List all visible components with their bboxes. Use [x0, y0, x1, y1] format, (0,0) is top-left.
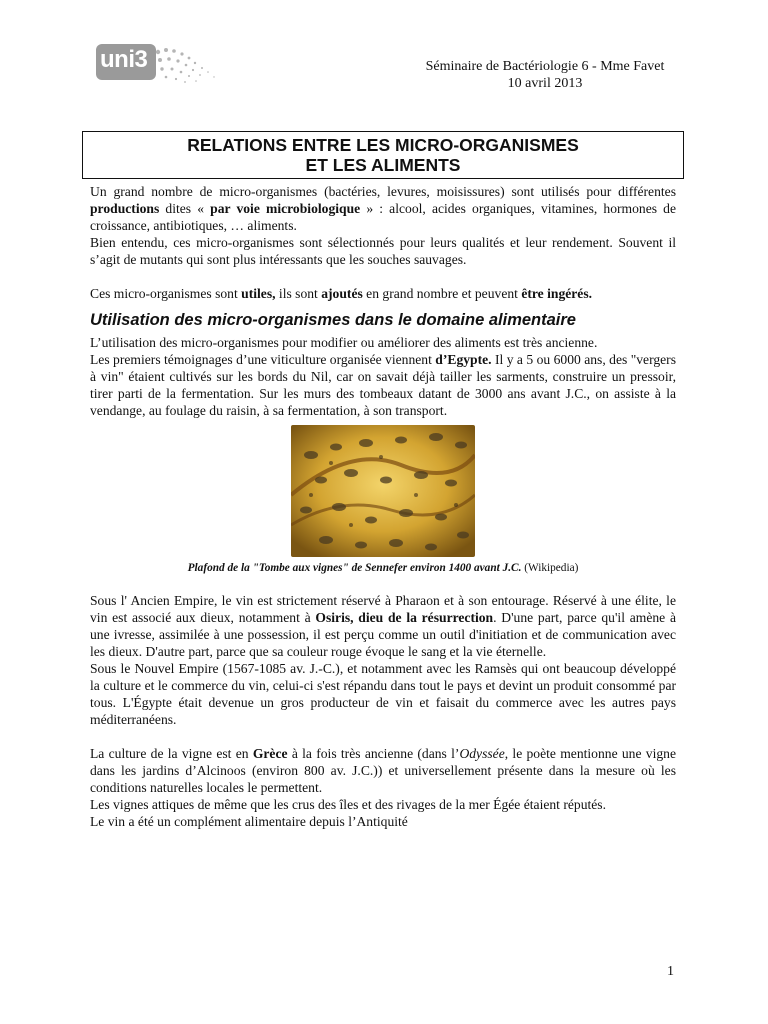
document-body [90, 183, 676, 830]
logo-text: uni3 [96, 44, 156, 80]
document-header [360, 58, 730, 92]
title-line-2: ET LES ALIMENTS [305, 155, 461, 175]
page-number: 1 [667, 964, 674, 979]
section-paragraph-7: Le vin a été un complément alimentaire depuis l’Antiquité [90, 814, 408, 829]
section-paragraph-3: Sous l' Ancien Empire, le vin est strictement réservé à Pharaon et à son entourage. Réservé à une élite, le vin est associé aux dieux, notamment à Osiris, dieu de la résurrection. D'une part, parce qu'il amène à une ivresse, assimilée à une possession, il est perçu comme un outil d'initiation et de communication avec les dieux. D'autre part, parce que sa couleur rouge évoque le sang et la vie éternelle. [90, 593, 676, 659]
logo-dots-icon [152, 44, 228, 88]
section-paragraph-2: Les premiers témoignages d’une viticulture organisée viennent d’Egypte. Il y a 5 ou 6000 ans, des "vergers à vin" étaient cultivés sur les bords du Nil, car on savait déjà tailler les sarments, construire un pressoir, tirer parti de la fermentation. Sur les murs des tombeaux datant de 3000 ans avant J.C., on assiste à la vendange, au foulage du raisin, à sa fermentation, à son transport. [90, 352, 676, 418]
section-heading: Utilisation des micro-organismes dans le domaine alimentaire [90, 311, 576, 329]
intro-paragraph-1: Un grand nombre de micro-organismes (bactéries, levures, moisissures) sont utilisés pour différentes productions dites « par voie microbiologique » : alcool, acides organiques, vitamines, hormones de croissance, antibiotiques, … aliments. [90, 184, 676, 233]
title-line-1: RELATIONS ENTRE LES MICRO-ORGANISMES [187, 135, 579, 155]
figure-caption: Plafond de la "Tombe aux vignes" de Sennefer environ 1400 avant J.C. (Wikipedia) [187, 562, 579, 574]
section-paragraph-5: La culture de la vigne est en Grèce à la fois très ancienne (dans l’Odyssée, le poète mentionne une vigne dans les jardins d’Alcinoos (environ 800 av. J.C.)) et universellement présente dans la mesure où les conditions naturelles locales le permettent. [90, 746, 676, 795]
intro-paragraph-2: Bien entendu, ces micro-organismes sont sélectionnés pour leurs qualités et leur rendement. Souvent il s’agit de mutants qui sont plus intéressants que les souches sauvages. [90, 235, 676, 267]
seminar-title: Séminaire de Bactériologie 6 - Mme Favet [425, 59, 665, 74]
section-paragraph-4: Sous le Nouvel Empire (1567-1085 av. J.-C.), et notamment avec les Ramsès qui ont beaucoup développé la culture et le commerce du vin, celui-ci s'est répandu dans tout le pays et devint un produit consommé par tous. L'Égypte était devenue un gros producteur de vin et faisait du commerce avec les autres pays méditerranéens. [90, 661, 676, 727]
document-title-box [82, 131, 684, 179]
intro-paragraph-3: Ces micro-organismes sont utiles, ils sont ajoutés en grand nombre et peuvent être ingérés. [90, 286, 593, 301]
vine-ceiling-illustration [291, 425, 475, 557]
section-paragraph-1: L’utilisation des micro-organismes pour modifier ou améliorer des aliments est très ancienne. [90, 335, 598, 350]
uni3-logo [96, 44, 228, 88]
tomb-ceiling-photo [291, 425, 475, 557]
section-paragraph-6: Les vignes attiques de même que les crus des îles et des rivages de la mer Égée étaient réputés. [90, 797, 606, 812]
document-date: 10 avril 2013 [507, 76, 583, 91]
